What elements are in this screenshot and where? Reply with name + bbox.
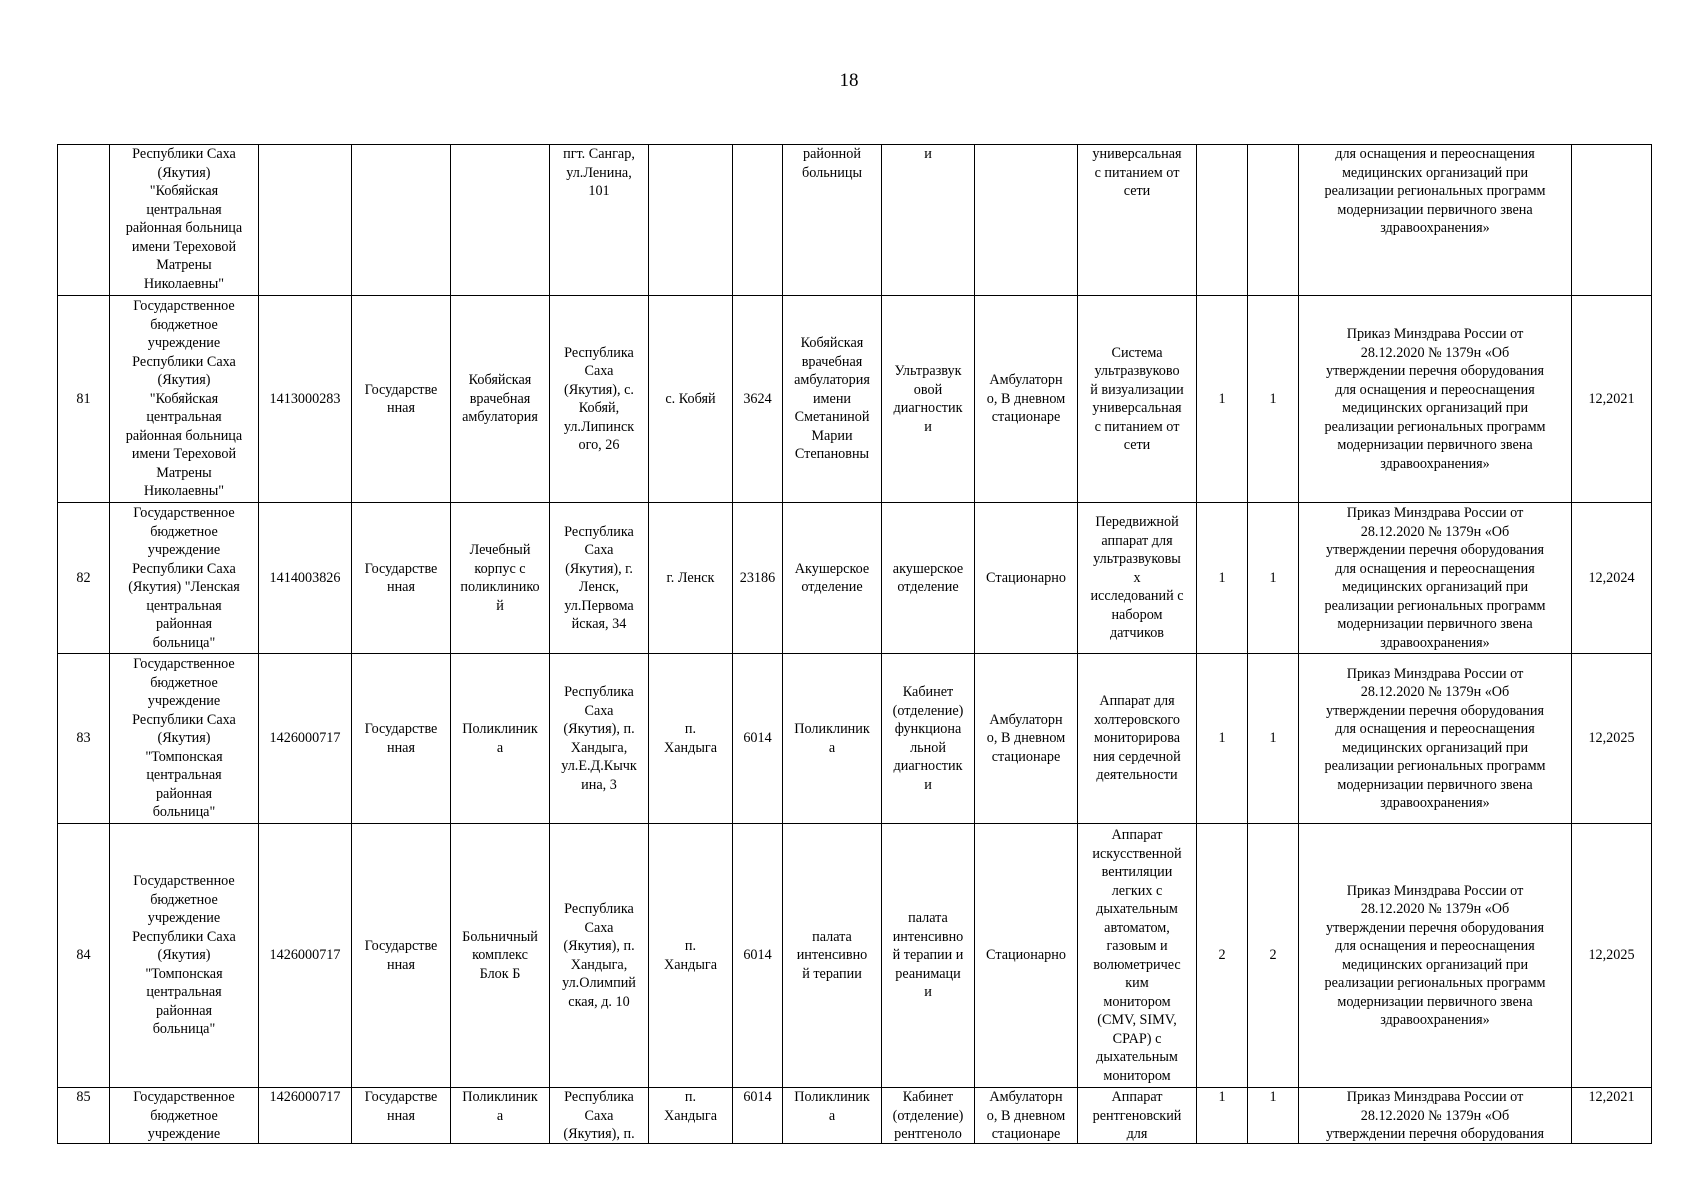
quantity-planned-text: 1 [1218,730,1226,747]
cell-address [550,503,649,654]
legal-basis-text: Приказ Минздрава России от 28.12.2020 № 1379н «Об утверждении перечня оборудования для оснащения и переоснащения медицинских организаций при реализации региональных программ модернизации первичного звена здравоохранения» [1324,882,1546,1028]
cell-unit-profile [882,503,975,654]
inn-text: 1413000283 [269,390,341,407]
cell-inn [259,824,352,1088]
equipment-name-text: Аппарат рентгеновский для [1092,1089,1182,1142]
inn-text: 1426000717 [269,947,341,964]
ownership-form-text: Государстве нная [364,938,438,973]
unit-profile-text: и [924,146,932,162]
deadline-text: 12,2024 [1588,569,1635,586]
cell-quantity-total [1248,503,1299,654]
department-text: Поликлиник а [794,1089,870,1124]
cell-deadline [1572,1088,1652,1144]
cell-organization-name [110,1088,259,1144]
cell-quantity-total [1248,145,1299,296]
cell-quantity-planned [1197,1088,1248,1144]
cell-unit-profile [882,145,975,296]
cell-population [733,1088,783,1144]
cell-inn [259,1088,352,1144]
cell-row-number [58,503,110,654]
department-text: Поликлиник а [794,721,870,756]
row-number-text: 81 [76,390,91,407]
cell-inn [259,296,352,503]
legal-basis-text: Приказ Минздрава России от 28.12.2020 № 1379н «Об утверждении перечня оборудования для оснащения и переоснащения медицинских организаций при реализации региональных программ модернизации первичного звена здравоохранения» [1324,326,1546,472]
cell-equipment-name [1078,145,1197,296]
cell-legal-basis [1299,503,1572,654]
page-number: 18 [839,70,859,91]
quantity-planned-text: 1 [1218,390,1226,407]
quantity-planned-text: 1 [1218,569,1226,586]
organization-name-text: Республики Саха (Якутия) "Кобяйская центральная районная больница имени Тереховой Матрены Николаевны" [125,146,243,292]
cell-locality [649,654,733,824]
quantity-planned-text: 1 [1218,1089,1226,1105]
department-text: Акушерское отделение [794,560,870,595]
cell-deadline [1572,824,1652,1088]
cell-organization-name [110,654,259,824]
cell-organization-name [110,503,259,654]
cell-locality [649,824,733,1088]
cell-locality [649,145,733,296]
cell-department [783,145,882,296]
unit-profile-text: Кабинет (отделение) функциона льной диагностик и [892,684,964,793]
cell-organization-name [110,296,259,503]
cell-unit-profile [882,654,975,824]
cell-population [733,654,783,824]
equipment-table [57,144,1652,1144]
cell-organization-name [110,145,259,296]
cell-care-conditions [975,145,1078,296]
cell-care-conditions [975,1088,1078,1144]
address-text: Республика Саха (Якутия), п. Хандыга, ул.Е.Д.Кычк ина, 3 [561,684,637,793]
cell-deadline [1572,145,1652,296]
quantity-total-text: 1 [1269,730,1277,747]
cell-equipment-name [1078,654,1197,824]
building-name-text: Поликлиник а [462,1089,538,1124]
cell-ownership-form [352,654,451,824]
cell-ownership-form [352,824,451,1088]
care-conditions-text: Амбулаторн о, В дневном стационаре [986,1089,1066,1142]
department-text: Кобяйская врачебная амбулатория имени Сметаниной Марии Степановны [794,335,870,463]
population-text: 6014 [743,1089,772,1105]
cell-building-name [451,654,550,824]
ownership-form-text: Государстве нная [364,1089,438,1124]
locality-text: с. Кобяй [665,390,716,407]
organization-name-text: Государственное бюджетное учреждение [133,1089,235,1142]
inn-text: 1414003826 [269,569,341,586]
cell-row-number [58,654,110,824]
cell-locality [649,1088,733,1144]
table-row [58,824,1652,1088]
population-text: 3624 [743,390,772,407]
cell-row-number [58,1088,110,1144]
cell-quantity-planned [1197,654,1248,824]
equipment-name-text: Система ультразвуково й визуализации универсальная с питанием от сети [1090,344,1184,453]
cell-building-name [451,824,550,1088]
care-conditions-text: Амбулаторн о, В дневном стационаре [986,372,1066,426]
cell-address [550,654,649,824]
building-name-text: Кобяйская врачебная амбулатория [462,372,538,426]
cell-address [550,824,649,1088]
cell-equipment-name [1078,824,1197,1088]
cell-building-name [451,145,550,296]
cell-care-conditions [975,654,1078,824]
organization-name-text: Государственное бюджетное учреждение Республики Саха (Якутия) "Томпонская центральная районная больница" [132,656,236,821]
inn-text: 1426000717 [269,1089,341,1105]
table-row [58,654,1652,824]
organization-name-text: Государственное бюджетное учреждение Республики Саха (Якутия) "Кобяйская центральная районная больница имени Тереховой Матрены Николаевны" [125,298,243,500]
cell-department [783,296,882,503]
population-text: 23186 [739,569,776,586]
row-number-text: 85 [76,1089,91,1105]
cell-population [733,824,783,1088]
cell-building-name [451,1088,550,1144]
cell-legal-basis [1299,1088,1572,1144]
cell-care-conditions [975,824,1078,1088]
cell-equipment-name [1078,503,1197,654]
cell-row-number [58,145,110,296]
quantity-total-text: 1 [1269,1089,1277,1105]
cell-quantity-total [1248,1088,1299,1144]
deadline-text: 12,2021 [1588,1089,1635,1105]
cell-inn [259,654,352,824]
cell-quantity-planned [1197,824,1248,1088]
population-text: 6014 [743,947,772,964]
quantity-total-text: 1 [1269,390,1277,407]
cell-unit-profile [882,1088,975,1144]
deadline-text: 12,2025 [1588,947,1635,964]
unit-profile-text: палата интенсивно й терапии и реанимаци и [892,910,964,1001]
population-text: 6014 [743,730,772,747]
address-text: Республика Саха (Якутия), с. Кобяй, ул.Липинск ого, 26 [563,344,635,453]
quantity-planned-text: 2 [1218,947,1226,964]
table-row [58,503,1652,654]
cell-quantity-total [1248,654,1299,824]
care-conditions-text: Стационарно [986,947,1066,964]
cell-deadline [1572,654,1652,824]
unit-profile-text: Кабинет (отделение) рентгеноло [892,1089,964,1142]
care-conditions-text: Стационарно [986,569,1066,586]
cell-population [733,145,783,296]
address-text: пгт. Сангар, ул.Ленина, 101 [563,146,635,199]
cell-building-name [451,296,550,503]
locality-text: п. Хандыга [663,1089,717,1124]
cell-department [783,654,882,824]
cell-address [550,296,649,503]
organization-name-text: Государственное бюджетное учреждение Республики Саха (Якутия) "Томпонская центральная районная больница" [132,873,236,1038]
cell-department [783,1088,882,1144]
legal-basis-text: Приказ Минздрава России от 28.12.2020 № 1379н «Об утверждении перечня оборудования [1325,1089,1544,1142]
cell-care-conditions [975,503,1078,654]
equipment-name-text: Аппарат для холтеровского мониторирова ния сердечной деятельности [1093,693,1181,784]
ownership-form-text: Государстве нная [364,381,438,416]
table-row [58,1088,1652,1144]
cell-department [783,824,882,1088]
legal-basis-text: для оснащения и переоснащения медицинских организаций при реализации региональных программ модернизации первичного звена здравоохранения» [1324,146,1546,236]
cell-deadline [1572,503,1652,654]
department-text: палата интенсивно й терапии [796,928,868,982]
address-text: Республика Саха (Якутия), п. Хандыга, ул.Олимпий ская, д. 10 [562,901,636,1010]
building-name-text: Больничный комплекс Блок Б [462,928,538,982]
cell-legal-basis [1299,145,1572,296]
cell-legal-basis [1299,296,1572,503]
legal-basis-text: Приказ Минздрава России от 28.12.2020 № 1379н «Об утверждении перечня оборудования для оснащения и переоснащения медицинских организаций при реализации региональных программ модернизации первичного звена здравоохранения» [1324,665,1546,811]
cell-ownership-form [352,296,451,503]
ownership-form-text: Государстве нная [364,721,438,756]
row-number-text: 82 [76,569,91,586]
quantity-total-text: 1 [1269,569,1277,586]
cell-quantity-total [1248,824,1299,1088]
cell-inn [259,145,352,296]
cell-row-number [58,296,110,503]
equipment-name-text: Аппарат искусственной вентиляции легких с дыхательным автоматом, газовым и волюметричес ким монитором (CMV, SIMV, CPAP) с дыхательным монитором [1092,827,1182,1084]
cell-ownership-form [352,503,451,654]
cell-quantity-planned [1197,503,1248,654]
locality-text: г. Ленск [666,569,715,586]
address-text: Республика Саха (Якутия), г. Ленск, ул.Первома йская, 34 [564,523,634,632]
deadline-text: 12,2021 [1588,390,1635,407]
cell-quantity-planned [1197,296,1248,503]
cell-unit-profile [882,296,975,503]
organization-name-text: Государственное бюджетное учреждение Республики Саха (Якутия) "Ленская центральная районная больница" [128,505,240,651]
inn-text: 1426000717 [269,730,341,747]
cell-inn [259,503,352,654]
cell-unit-profile [882,824,975,1088]
cell-population [733,503,783,654]
unit-profile-text: акушерское отделение [892,560,964,595]
cell-care-conditions [975,296,1078,503]
cell-quantity-planned [1197,145,1248,296]
cell-quantity-total [1248,296,1299,503]
table-row [58,296,1652,503]
quantity-total-text: 2 [1269,947,1277,964]
cell-equipment-name [1078,1088,1197,1144]
cell-address [550,1088,649,1144]
locality-text: п. Хандыга [663,721,717,756]
ownership-form-text: Государстве нная [364,560,438,595]
legal-basis-text: Приказ Минздрава России от 28.12.2020 № 1379н «Об утверждении перечня оборудования для оснащения и переоснащения медицинских организаций при реализации региональных программ модернизации первичного звена здравоохранения» [1324,505,1546,651]
cell-address [550,145,649,296]
address-text: Республика Саха (Якутия), п. [563,1089,635,1142]
building-name-text: Лечебный корпус с поликлинико й [460,542,540,614]
cell-equipment-name [1078,296,1197,503]
locality-text: п. Хандыга [663,938,717,973]
cell-population [733,296,783,503]
building-name-text: Поликлиник а [462,721,538,756]
care-conditions-text: Амбулаторн о, В дневном стационаре [986,711,1066,765]
cell-row-number [58,824,110,1088]
unit-profile-text: Ультразвук овой диагностик и [893,363,963,435]
cell-building-name [451,503,550,654]
cell-ownership-form [352,1088,451,1144]
deadline-text: 12,2025 [1588,730,1635,747]
cell-locality [649,296,733,503]
cell-organization-name [110,824,259,1088]
cell-ownership-form [352,145,451,296]
cell-locality [649,503,733,654]
cell-legal-basis [1299,824,1572,1088]
cell-deadline [1572,296,1652,503]
cell-legal-basis [1299,654,1572,824]
department-text: районной больницы [802,146,862,181]
row-number-text: 84 [76,947,91,964]
row-number-text: 83 [76,730,91,747]
equipment-name-text: универсальная с питанием от сети [1092,146,1182,199]
equipment-name-text: Передвижной аппарат для ультразвуковы х исследований с набором датчиков [1090,514,1184,642]
cell-department [783,503,882,654]
table-row [58,145,1652,296]
